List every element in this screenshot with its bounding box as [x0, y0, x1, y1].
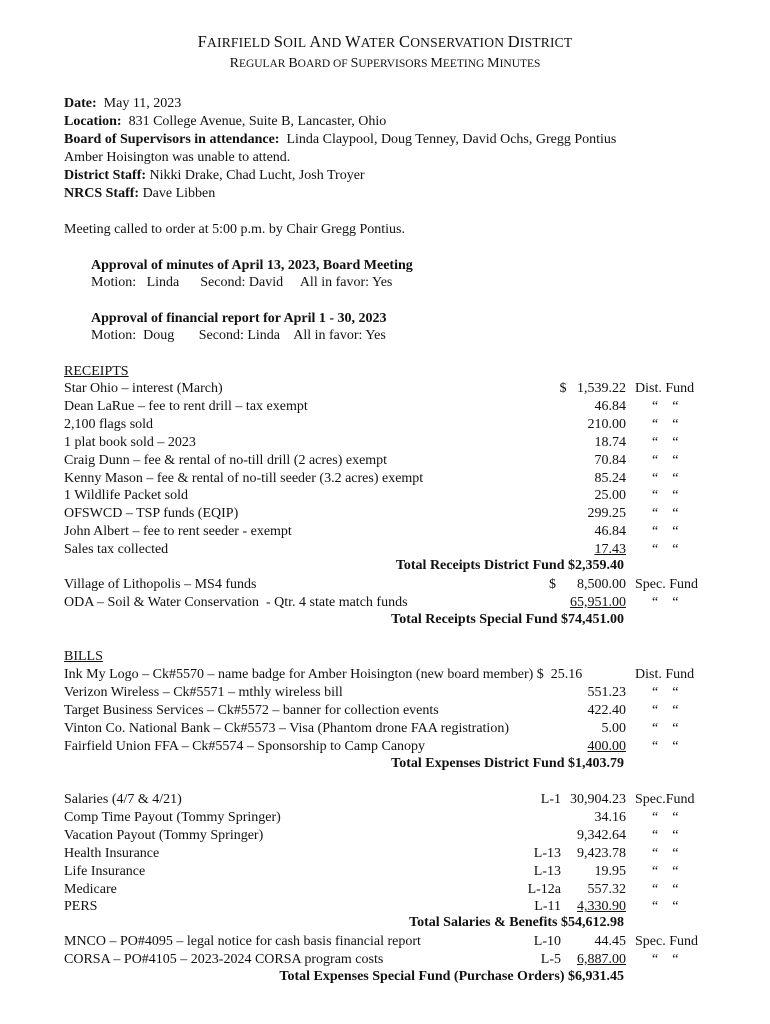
- row-description: Salaries (4/7 & 4/21): [64, 792, 182, 807]
- row-description: OFSWCD – TSP funds (EQIP): [64, 506, 239, 522]
- row-description: Verizon Wireless – Ck#5571 – mthly wireless bill: [64, 684, 343, 700]
- row-ditto-marks: “ “: [652, 542, 679, 558]
- row-amount: 6,887.00: [577, 951, 626, 967]
- motion-2-detail: Motion: Doug Second: Linda All in favor: Yes: [91, 328, 386, 343]
- row-ledger-code: L-5: [540, 951, 561, 967]
- row-ditto-marks: “ “: [652, 845, 679, 861]
- ledger-row: [64, 452, 704, 470]
- ledger-row: [64, 684, 704, 702]
- row-amount: 9,423.78: [577, 845, 626, 861]
- ledger-row: [64, 434, 704, 452]
- motion-2-title: Approval of financial report for April 1 - 30, 2023: [91, 311, 387, 326]
- motion-1-title: Approval of minutes of April 13, 2023, Board Meeting: [91, 258, 413, 273]
- row-fund: Spec. Fund: [635, 934, 698, 949]
- title-fragment: ATER: [360, 35, 399, 50]
- ledger-row: [64, 523, 704, 541]
- row-ditto-marks: “ “: [652, 827, 679, 843]
- ledger-row: [64, 380, 704, 398]
- row-description: Health Insurance: [64, 845, 160, 861]
- row-description: Star Ohio – interest (March): [64, 381, 223, 396]
- row-description: Life Insurance: [64, 863, 146, 879]
- row-description: Dean LaRue – fee to rent drill – tax exempt: [64, 398, 308, 414]
- title-fragment: S: [273, 32, 284, 51]
- ledger-row: [64, 827, 704, 845]
- row-fund: Spec. Fund: [635, 577, 698, 592]
- row-amount: 85.24: [594, 470, 626, 486]
- row-ditto-marks: “ “: [652, 488, 679, 504]
- call-to-order: Meeting called to order at 5:00 p.m. by Chair Gregg Pontius.: [64, 222, 405, 237]
- title-fragment: M: [487, 56, 500, 71]
- title-fragment: EETING: [442, 58, 488, 70]
- row-ditto-marks: “ “: [652, 881, 679, 897]
- row-description: Kenny Mason – fee & rental of no-till seeder (3.2 acres) exempt: [64, 470, 424, 486]
- row-description: 2,100 flags sold: [64, 416, 154, 432]
- document-subtitle: [0, 56, 770, 72]
- row-amount: 210.00: [587, 416, 626, 432]
- row-amount: 30,904.23: [570, 792, 626, 807]
- ledger-row: [64, 470, 704, 488]
- row-ledger-code: L-10: [533, 934, 561, 949]
- row-ledger-code: L-12a: [527, 881, 561, 897]
- row-fund: Dist. Fund: [635, 381, 695, 396]
- row-ditto-marks: “ “: [652, 506, 679, 522]
- row-ditto-marks: “ “: [652, 863, 679, 879]
- row-amount: 44.45: [594, 934, 626, 949]
- title-fragment: EGULAR: [238, 58, 289, 70]
- row-amount: 17.43: [594, 542, 626, 558]
- row-description: Comp Time Payout (Tommy Springer): [64, 809, 281, 825]
- row-amount: 5.00: [601, 720, 626, 736]
- receipts-special-total: Total Receipts Special Fund $74,451.00: [391, 612, 624, 627]
- row-ledger-code: L-13: [533, 845, 561, 861]
- row-amount: 70.84: [594, 452, 626, 468]
- row-dollar-sign: $: [549, 577, 556, 592]
- row-amount: 65,951.00: [570, 594, 626, 610]
- row-ditto-marks: “ “: [652, 684, 679, 700]
- row-description: ODA – Soil & Water Conservation - Qtr. 4 state match funds: [64, 594, 408, 610]
- row-description: CORSA – PO#4105 – 2023-2024 CORSA program costs: [64, 951, 384, 967]
- ledger-row: [64, 702, 704, 720]
- ledger-row: [64, 845, 704, 863]
- row-amount: 46.84: [594, 398, 626, 414]
- ledger-row: [64, 738, 704, 756]
- title-fragment: OARD OF: [297, 58, 351, 70]
- row-description: Target Business Services – Ck#5572 – banner for collection events: [64, 702, 439, 718]
- row-ditto-marks: “ “: [652, 416, 679, 432]
- row-amount: 25.00: [594, 488, 626, 504]
- title-fragment: R: [229, 56, 239, 71]
- row-description: 1 plat book sold – 2023: [64, 434, 196, 450]
- receipts-district-total: Total Receipts District Fund $2,359.40: [395, 558, 624, 573]
- ledger-row: [64, 505, 704, 523]
- row-description: Fairfield Union FFA – Ck#5574 – Sponsorship to Camp Canopy: [64, 738, 426, 754]
- bills-heading: BILLS: [64, 649, 103, 664]
- row-ditto-marks: “ “: [652, 899, 679, 915]
- ledger-row: [64, 809, 704, 827]
- row-ledger-code: L-13: [533, 863, 561, 879]
- row-description: PERS: [64, 899, 98, 915]
- title-fragment: OIL: [283, 35, 310, 50]
- row-ditto-marks: “ “: [652, 398, 679, 414]
- ledger-row: [64, 863, 704, 881]
- ledger-row: [64, 594, 704, 612]
- ledger-row: [64, 881, 704, 899]
- row-description: 1 Wildlife Packet sold: [64, 488, 188, 504]
- salary-total: Total Salaries & Benefits $54,612.98: [409, 915, 624, 930]
- title-fragment: F: [197, 32, 208, 51]
- title-fragment: W: [345, 32, 361, 51]
- date-line: Date: May 11, 2023: [64, 96, 182, 111]
- title-fragment: AIRFIELD: [207, 35, 274, 50]
- row-amount: 34.16: [594, 809, 626, 825]
- row-ditto-marks: “ “: [652, 434, 679, 450]
- ledger-row: [64, 666, 704, 684]
- ledger-row: [64, 398, 704, 416]
- row-description: Village of Lithopolis – MS4 funds: [64, 577, 257, 592]
- row-ditto-marks: “ “: [652, 738, 679, 754]
- title-fragment: B: [288, 56, 298, 71]
- po-total: Total Expenses Special Fund (Purchase Orders) $6,931.45: [279, 969, 624, 984]
- title-fragment: UPERVISORS: [358, 58, 431, 70]
- ledger-row: [64, 720, 704, 738]
- row-description: Vinton Co. National Bank – Ck#5573 – Visa (Phantom drone FAA registration): [64, 720, 509, 736]
- row-description: Ink My Logo – Ck#5570 – name badge for Amber Hoisington (new board member) $ 25.16: [64, 667, 583, 682]
- ledger-row: [64, 791, 704, 809]
- row-amount: 46.84: [594, 524, 626, 540]
- motion-1-detail: Motion: Linda Second: David All in favor: Yes: [91, 275, 393, 290]
- title-fragment: ISTRICT: [519, 35, 573, 50]
- row-amount: 299.25: [587, 506, 626, 522]
- row-amount: 9,342.64: [577, 827, 626, 843]
- row-amount: 18.74: [594, 434, 626, 450]
- row-ditto-marks: “ “: [652, 594, 679, 610]
- row-ditto-marks: “ “: [652, 809, 679, 825]
- row-amount: 8,500.00: [577, 577, 626, 592]
- document-title: [0, 32, 770, 52]
- title-fragment: M: [430, 56, 443, 71]
- row-fund: Dist. Fund: [635, 667, 695, 682]
- district-staff-line: District Staff: Nikki Drake, Chad Lucht, Josh Troyer: [64, 168, 365, 183]
- row-ditto-marks: “ “: [652, 720, 679, 736]
- row-amount: 4,330.90: [577, 899, 626, 915]
- row-ledger-code: L-11: [534, 899, 561, 915]
- title-fragment: INUTES: [499, 58, 541, 70]
- row-description: John Albert – fee to rent seeder - exempt: [64, 524, 292, 540]
- row-amount: 557.32: [587, 881, 626, 897]
- row-amount: 551.23: [587, 684, 626, 700]
- row-description: Sales tax collected: [64, 542, 169, 558]
- title-fragment: D: [507, 32, 520, 51]
- title-fragment: A: [309, 32, 322, 51]
- ledger-row: [64, 487, 704, 505]
- board-line: Board of Supervisors in attendance: Linda Claypool, Doug Tenney, David Ochs, Gregg Pontius: [64, 132, 617, 147]
- row-description: Medicare: [64, 881, 117, 897]
- location-line: Location: 831 College Avenue, Suite B, Lancaster, Ohio: [64, 114, 387, 129]
- bills-district-total: Total Expenses District Fund $1,403.79: [391, 756, 624, 771]
- row-ditto-marks: “ “: [652, 452, 679, 468]
- ledger-row: [64, 416, 704, 434]
- row-description: Craig Dunn – fee & rental of no-till drill (2 acres) exempt: [64, 452, 388, 468]
- row-amount: 422.40: [587, 702, 626, 718]
- row-description: Vacation Payout (Tommy Springer): [64, 827, 264, 843]
- row-amount: 400.00: [587, 738, 626, 754]
- ledger-row: [64, 576, 704, 594]
- row-fund: Spec.Fund: [635, 792, 695, 807]
- absent-line: Amber Hoisington was unable to attend.: [64, 150, 291, 165]
- title-fragment: ND: [321, 35, 346, 50]
- row-amount: 19.95: [594, 863, 626, 879]
- row-amount: $ 1,539.22: [559, 381, 626, 396]
- title-fragment: S: [350, 56, 359, 71]
- nrcs-staff-line: NRCS Staff: Dave Libben: [64, 186, 216, 201]
- title-fragment: ONSERVATION: [410, 35, 508, 50]
- row-ditto-marks: “ “: [652, 470, 679, 486]
- row-ledger-code: L-1: [540, 792, 561, 807]
- receipts-heading: RECEIPTS: [64, 364, 129, 379]
- title-fragment: C: [398, 32, 411, 51]
- ledger-row: [64, 951, 704, 969]
- ledger-row: [64, 933, 704, 951]
- row-ditto-marks: “ “: [652, 524, 679, 540]
- row-ditto-marks: “ “: [652, 951, 679, 967]
- row-description: MNCO – PO#4095 – legal notice for cash basis financial report: [64, 934, 421, 949]
- row-ditto-marks: “ “: [652, 702, 679, 718]
